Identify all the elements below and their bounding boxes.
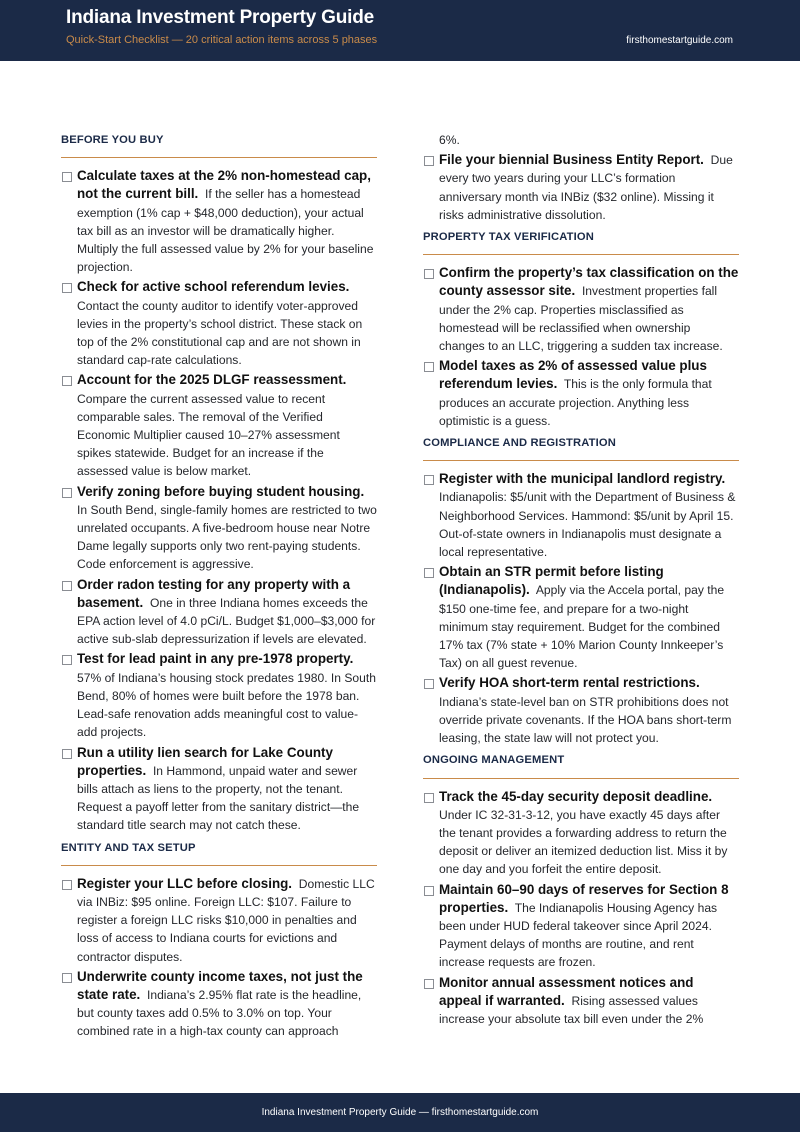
checkbox-icon[interactable] — [424, 156, 434, 166]
checklist-item — [61, 650, 377, 741]
checklist-item — [61, 483, 377, 574]
item-heading: Order radon testing for any property with a basement. — [77, 576, 351, 610]
item-body: Indiana’s state-level ban on STR prohibitions does not override private covenants. If the HOA bans short-term leasing, the state law will not protect you. — [439, 694, 732, 746]
checkbox-icon[interactable] — [62, 376, 72, 386]
item-heading: Account for the 2025 DLGF reassessment. — [77, 372, 347, 388]
item-heading: Test for lead paint in any pre-1978 property. — [77, 651, 354, 667]
document-title: Indiana Investment Property Guide — [66, 7, 375, 28]
item-heading: Run a utility lien search for Lake County properties. — [77, 744, 333, 778]
item-body: Domestic LLC via INBiz: $95 online. Foreign LLC: $107. Failure to register a foreign LLC risks $10,000 in penalties and loss of access to Indiana courts for evictions and contractor disputes. — [77, 876, 375, 964]
checklist-item — [61, 278, 377, 369]
item-body: Rising assessed values increase your absolute tax bill even under the 2% — [439, 993, 704, 1026]
checklist-item — [61, 968, 377, 1041]
item-body: Compare the current assessed value to recent comparable sales. The removal of the Verified Economic Multiplier caused 10–27% assessment spikes statewide. Budget for an increase if the assessed value is below market. — [77, 391, 340, 479]
checkbox-icon[interactable] — [424, 679, 434, 689]
document-subtitle: Quick-Start Checklist — 20 critical action items across 5 phases — [66, 34, 378, 46]
checkbox-icon[interactable] — [424, 269, 434, 279]
item-heading: Track the 45-day security deposit deadline. — [439, 788, 713, 804]
section-title-before-you-buy: BEFORE YOU BUY — [61, 131, 377, 158]
item-body: Contact the county auditor to identify voter-approved levies in the property’s school district. These stack on top of the 2% constitutional cap and are not shown in standard cap-rate calculations. — [77, 298, 363, 368]
item-body: Due every two years during your LLC’s formation anniversary month via INBiz ($32 online). Missing it risks administrative dissolution. — [439, 153, 733, 222]
section-title-compliance-and-registration: COMPLIANCE AND REGISTRATION — [423, 434, 739, 461]
page-footer — [0, 1093, 800, 1132]
item-heading: Register with the municipal landlord registry. — [439, 471, 726, 487]
checkbox-icon[interactable] — [424, 793, 434, 803]
item-body: In Hammond, unpaid water and sewer bills attach as liens to the property, not the tenant. Request a payoff letter from the sanitary district—the standard title search may not catch these. — [77, 763, 360, 833]
checklist-item — [423, 674, 739, 747]
checklist-item — [423, 974, 739, 1029]
checkbox-icon[interactable] — [62, 283, 72, 293]
section-title-ongoing-management: ONGOING MANAGEMENT — [423, 751, 739, 778]
checkbox-icon[interactable] — [62, 488, 72, 498]
checklist-item — [423, 264, 739, 355]
item-heading: Confirm the property’s tax classification on the county assessor site. — [439, 265, 739, 299]
checklist-item — [423, 788, 739, 879]
item-body: This is the only formula that produces an accurate projection. Anything less optimistic is a guess. — [439, 377, 712, 428]
site-url: firsthomestartguide.com — [626, 35, 733, 46]
item-body-continuation: 6%. — [439, 133, 460, 147]
item-body: Indianapolis: $5/unit with the Department of Business & Neighborhood Services. Hammond: $5/unit by April 15. Out-of-state owners in Indianapolis must designate a local representative. — [439, 490, 736, 560]
checkbox-icon[interactable] — [424, 568, 434, 578]
checkbox-icon[interactable] — [62, 581, 72, 591]
checklist-item — [423, 151, 739, 224]
item-heading: Register your LLC before closing. — [77, 875, 293, 891]
item-body: In South Bend, single-family homes are restricted to two unrelated occupants. A five-bedroom house near Notre Dame legally supports only two rent-paying students. Code enforcement is aggressive. — [77, 502, 377, 572]
checklist-item — [61, 576, 377, 649]
item-heading: Calculate taxes at the 2% non-homestead cap, not the current bill. — [77, 168, 371, 202]
item-body: 57% of Indiana’s housing stock predates 1980. In South Bend, 80% of homes were built before the 1978 ban. Lead-safe renovation adds meaningful cost to value-add projects. — [77, 670, 376, 740]
item-body: Under IC 32-31-3-12, you have exactly 45 days after the tenant provides a forwarding address to return the deposit or deliver an itemized deduction list. Miss it by one day and you forfeit the entire deposit. — [439, 807, 728, 877]
checklist-item — [61, 167, 377, 276]
section-title-property-tax-verification: PROPERTY TAX VERIFICATION — [423, 228, 739, 255]
checklist-item — [423, 881, 739, 972]
item-body: Indiana’s 2.95% flat rate is the headline, but county taxes add 0.5% to 3.0% on top. Your combined rate in a high-tax county can approach — [77, 987, 362, 1039]
checkbox-icon[interactable] — [424, 475, 434, 485]
item-heading: Check for active school referendum levies. — [77, 279, 350, 295]
item-body: One in three Indiana homes exceeds the EPA action level of 4.0 pCi/L. Budget $1,000–$3,000 for active sub-slab depressurization if levels are elevated. — [77, 595, 376, 647]
item-heading: Maintain 60–90 days of reserves for Section 8 properties. — [439, 881, 729, 915]
item-body: If the seller has a homestead exemption (1% cap + $48,000 deduction), your actual tax bill as an investor will be dramatically higher. Multiply the full assessed value by 2% for your baseline projection. — [77, 187, 374, 275]
item-heading: Model taxes as 2% of assessed value plus referendum levies. — [439, 358, 707, 392]
checklist-item — [423, 357, 739, 430]
section-title-entity-and-tax-setup: ENTITY AND TAX SETUP — [61, 839, 377, 866]
item-heading: Underwrite county income taxes, not just the state rate. — [77, 968, 363, 1002]
page-header — [0, 0, 800, 61]
checkbox-icon[interactable] — [62, 880, 72, 890]
checkbox-icon[interactable] — [424, 979, 434, 989]
item-body: Apply via the Accela portal, pay the $150 one-time fee, and prepare for a two-night minimum stay requirement. Budget for the combined 17% tax (7% state + 10% Marion County Innkeeper’s Tax) on all guest revenue. — [439, 583, 725, 671]
item-heading: Verify HOA short-term rental restrictions. — [439, 675, 700, 691]
checklist-item — [423, 470, 739, 561]
checklist-item — [61, 744, 377, 835]
checkbox-icon[interactable] — [62, 172, 72, 182]
checklist-item — [423, 563, 739, 672]
item-heading: File your biennial Business Entity Report. — [439, 152, 704, 168]
item-heading: Obtain an STR permit before listing (Indianapolis). — [439, 564, 664, 598]
checklist-item — [61, 371, 377, 480]
checkbox-icon[interactable] — [62, 749, 72, 759]
item-body: The Indianapolis Housing Agency has been under HUD federal takeover since April 2024. Payment delays of months are routine, and rent increase requests are frozen. — [439, 900, 718, 970]
item-heading: Monitor annual assessment notices and appeal if warranted. — [439, 974, 694, 1008]
checkbox-icon[interactable] — [424, 886, 434, 896]
item-heading: Verify zoning before buying student housing. — [77, 483, 365, 499]
checkbox-icon[interactable] — [62, 655, 72, 665]
left-column — [61, 131, 377, 1043]
checkbox-icon[interactable] — [424, 362, 434, 372]
checkbox-icon[interactable] — [62, 973, 72, 983]
checklist-item — [61, 875, 377, 966]
footer-text: Indiana Investment Property Guide — firsthomestartguide.com — [261, 1107, 539, 1118]
item-body: Investment properties fall under the 2% cap. Properties misclassified as homestead will be reclassified when ownership changes to an LLC, triggering a sudden tax increase. — [439, 284, 723, 354]
right-column — [423, 131, 739, 1030]
